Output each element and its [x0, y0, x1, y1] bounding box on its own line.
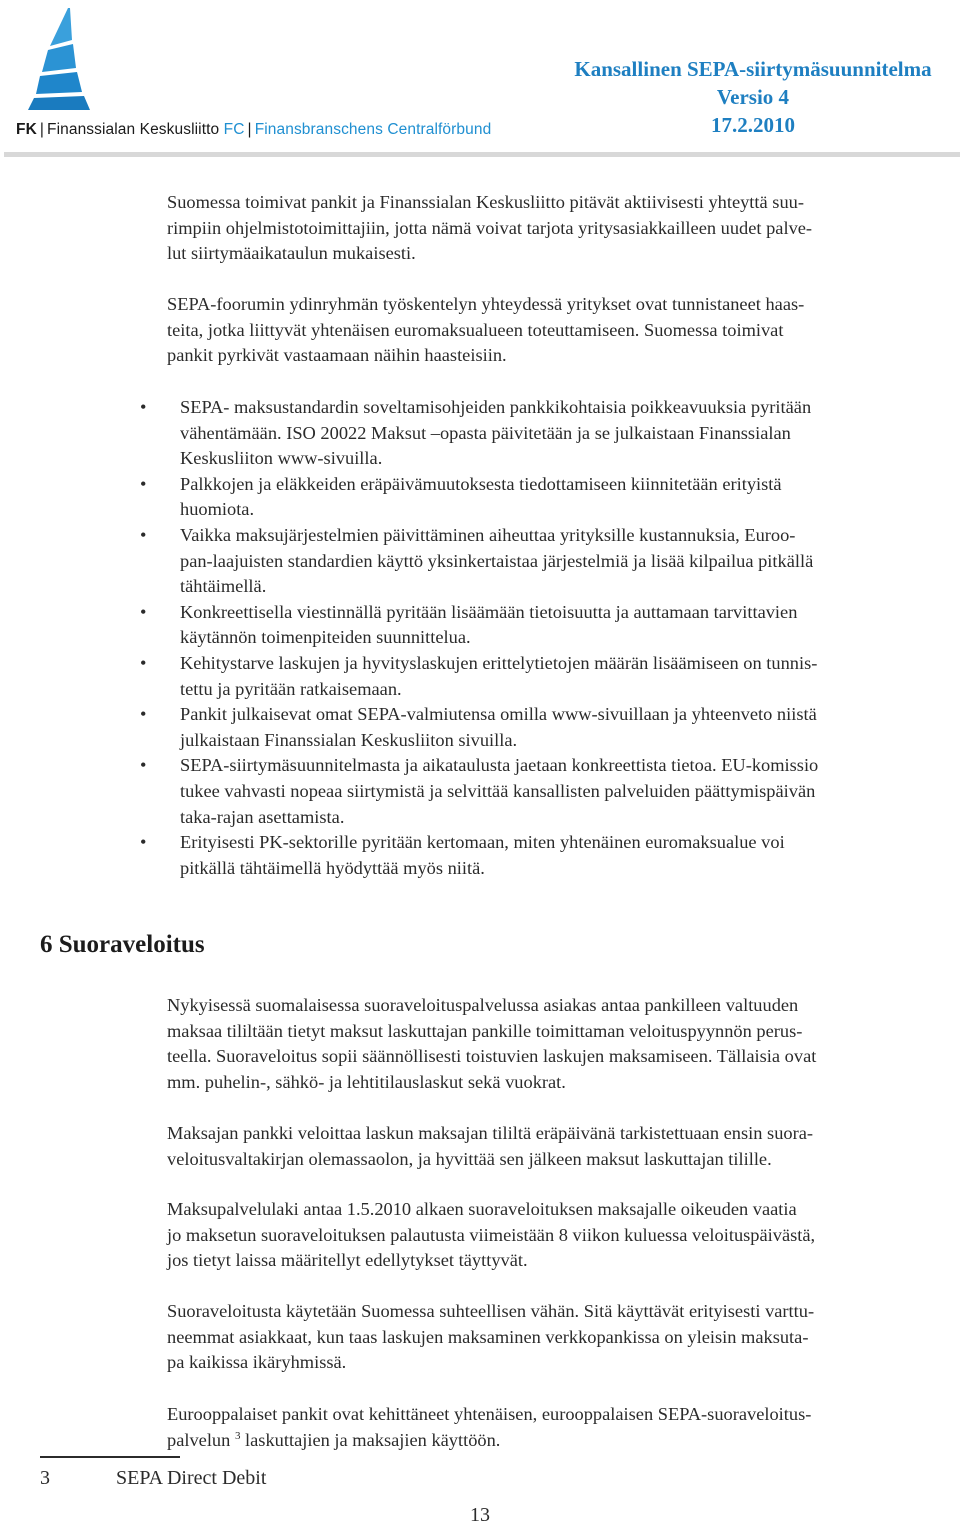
text-line: jo maksetun suoraveloituksen palautusta viimeistään 8 viikon kuluessa veloituspäivästä, [167, 1224, 816, 1245]
text-line: taka-rajan asettamista. [180, 806, 345, 827]
section-paragraph-4 [167, 1299, 927, 1376]
bullet-icon: • [140, 397, 147, 417]
text-line: tettu ja pyritään ratkaisemaan. [180, 678, 402, 699]
text-line: tähtäimellä. [180, 576, 267, 597]
text-line: rimpiin ohjelmistotoimittajiin, jotta nämä voivat tarjota yritysasiakkailleen uudet palve- [167, 217, 813, 238]
list-item [140, 600, 930, 651]
logo-fc: FC [223, 121, 245, 138]
footnote-text: SEPA Direct Debit [116, 1467, 267, 1489]
list-item [140, 395, 930, 472]
list-item [140, 651, 930, 702]
section-paragraph-2 [167, 1121, 927, 1172]
text-line: Erityisesti PK-sektorille pyritään kertomaan, miten yhtenäinen euromaksualue voi [180, 832, 785, 853]
footnote-reference: 3 [234, 1429, 241, 1442]
header-logo [16, 6, 496, 146]
footnote-number: 3 [40, 1467, 50, 1489]
logo-fk: FK [16, 121, 37, 138]
footnote-divider [40, 1456, 180, 1458]
text-line: Maksupalvelulaki antaa 1.5.2010 alkaen suoraveloituksen maksajalle oikeuden vaatia [167, 1199, 797, 1219]
document-version: Versio 4 [716, 85, 790, 109]
bullet-icon: • [140, 524, 147, 545]
text-line: Suomessa toimivat pankit ja Finanssialan Keskusliitto pitävät aktiivisesti yhteyttä suu- [167, 192, 804, 212]
document-meta [500, 55, 960, 139]
text-line: huomiota. [180, 499, 255, 520]
text-line: mm. puhelin-, sähkö- ja lehtitilauslaskut sekä vuokrat. [167, 1071, 566, 1092]
intro-paragraph-1 [167, 190, 927, 267]
logo-wordmark: FK | Finanssialan Keskusliitto FC | Finansbranschens Centralförbund [16, 121, 492, 138]
text-line: pa kaikissa ikäryhmissä. [167, 1352, 347, 1373]
section-paragraph-1 [167, 993, 927, 1095]
text-line: pankit pyrkivät vastaamaan näihin haasteisiin. [167, 345, 507, 366]
text-line: Eurooppalaiset pankit ovat kehittäneet yhtenäisen, eurooppalaisen SEPA-suoraveloitus- [167, 1404, 812, 1424]
text-line: Maksajan pankki veloittaa laskun maksajan tililtä eräpäivänä tarkistettuaan ensin suora- [167, 1123, 814, 1143]
bullet-list [140, 395, 930, 881]
section-paragraph-3 [167, 1197, 927, 1274]
footnote [40, 1464, 266, 1492]
intro-paragraph-2 [167, 292, 927, 369]
text-line: lut siirtymäaikataulun mukaisesti. [167, 243, 416, 264]
bullet-icon: • [140, 652, 147, 673]
list-item [140, 753, 930, 830]
list-item [140, 472, 930, 523]
text-line: SEPA-foorumin ydinryhmän työskentelyn yhteydessä yritykset ovat tunnistaneet haas- [167, 294, 805, 314]
section-paragraph-5 [167, 1402, 927, 1453]
document-date: 17.2.2010 [711, 113, 795, 137]
logo-fk-name: Finanssialan Keskusliitto [47, 121, 220, 138]
bullet-icon: • [140, 473, 147, 494]
logo-fc-name: Finansbranschens Centralförbund [254, 121, 492, 138]
text-line: pitkällä tähtäimellä hyödyttää myös niitä. [180, 857, 485, 878]
text-line: Nykyisessä suomalaisessa suoraveloituspalvelussa asiakas antaa pankilleen valtuuden [167, 995, 799, 1015]
list-item [140, 523, 930, 600]
text-line: teella. Suoraveloitus sopii säännöllisesti toistuvien laskujen maksamiseen. Tällaisia ovat [167, 1046, 817, 1067]
text-line: vähentämään. ISO 20022 Maksut –opasta päivitetään ja se julkaistaan Finanssialan [180, 422, 791, 443]
text-line: Kehitystarve laskujen ja hyvityslaskujen erittelytietojen määrän lisäämiseen on tunnis- [180, 652, 818, 673]
bullet-icon: • [140, 704, 147, 725]
text-line: Keskusliiton www-sivuilla. [180, 448, 383, 469]
text-line: neemmat asiakkaat, kun taas laskujen maksaminen verkkopankissa on yleisin maksuta- [167, 1326, 809, 1347]
bullet-icon: • [140, 832, 147, 853]
text-line: palvelun [167, 1429, 235, 1450]
text-line: laskuttajien ja maksajien käyttöön. [240, 1429, 501, 1450]
fk-sail-logo-icon [20, 6, 120, 112]
bullet-icon: • [140, 755, 147, 776]
document-title: Kansallinen SEPA-siirtymäsuunnitelma [574, 57, 932, 81]
bullet-icon: • [140, 601, 147, 622]
text-line: veloitusvaltakirjan olemassaolon, ja hyvittää sen jälkeen maksut laskuttajan tilille. [167, 1148, 772, 1169]
text-line: julkaistaan Finanssialan Keskusliiton sivuilla. [180, 729, 518, 750]
text-line: Suoraveloitusta käytetään Suomessa suhteellisen vähän. Sitä käyttävät erityisesti varttu- [167, 1301, 815, 1321]
text-line: Palkkojen ja eläkkeiden eräpäivämuutoksesta tiedottamiseen kiinnitetään erityistä [180, 473, 782, 494]
list-item [140, 702, 930, 753]
text-line: tukee vahvasti nopeaa siirtymistä ja selvittää kansallisten palveluiden päättymispäivän [180, 780, 816, 801]
section-heading: 6 Suoraveloitus [40, 931, 205, 958]
text-line: Pankit julkaisevat omat SEPA-valmiutensa omilla www-sivuillaan ja yhteenveto niistä [180, 704, 817, 725]
text-line: käytännön toimenpiteiden suunnittelua. [180, 627, 471, 648]
text-line: jos tietyt laissa määritellyt edellytykset täyttyvät. [167, 1250, 528, 1271]
list-item [140, 830, 930, 881]
header-divider [4, 152, 960, 157]
text-line: teita, jotka liittyvät yhtenäisen euromaksualueen toteuttamiseen. Suomessa toimivat [167, 319, 784, 340]
page-number: 13 [470, 1504, 490, 1526]
text-line: maksaa tililtään tietyt maksut laskuttajan pankille toimittaman veloituspyynnön perus- [167, 1020, 803, 1041]
text-line: SEPA- maksustandardin soveltamisohjeiden pankkikohtaisia poikkeavuuksia pyritään [180, 397, 812, 417]
text-line: SEPA-siirtymäsuunnitelmasta ja aikataulusta jaetaan konkreettista tietoa. EU-komissio [180, 755, 819, 776]
text-line: Vaikka maksujärjestelmien päivittäminen aiheuttaa yrityksille kustannuksia, Euroo- [180, 524, 796, 545]
text-line: pan-laajuisten standardien käyttö yksinkertaistaa järjestelmiä ja lisää kilpailua pitkällä [180, 550, 814, 571]
text-line: Konkreettisella viestinnällä pyritään lisäämään tietoisuutta ja auttamaan tarvittavien [180, 601, 798, 622]
